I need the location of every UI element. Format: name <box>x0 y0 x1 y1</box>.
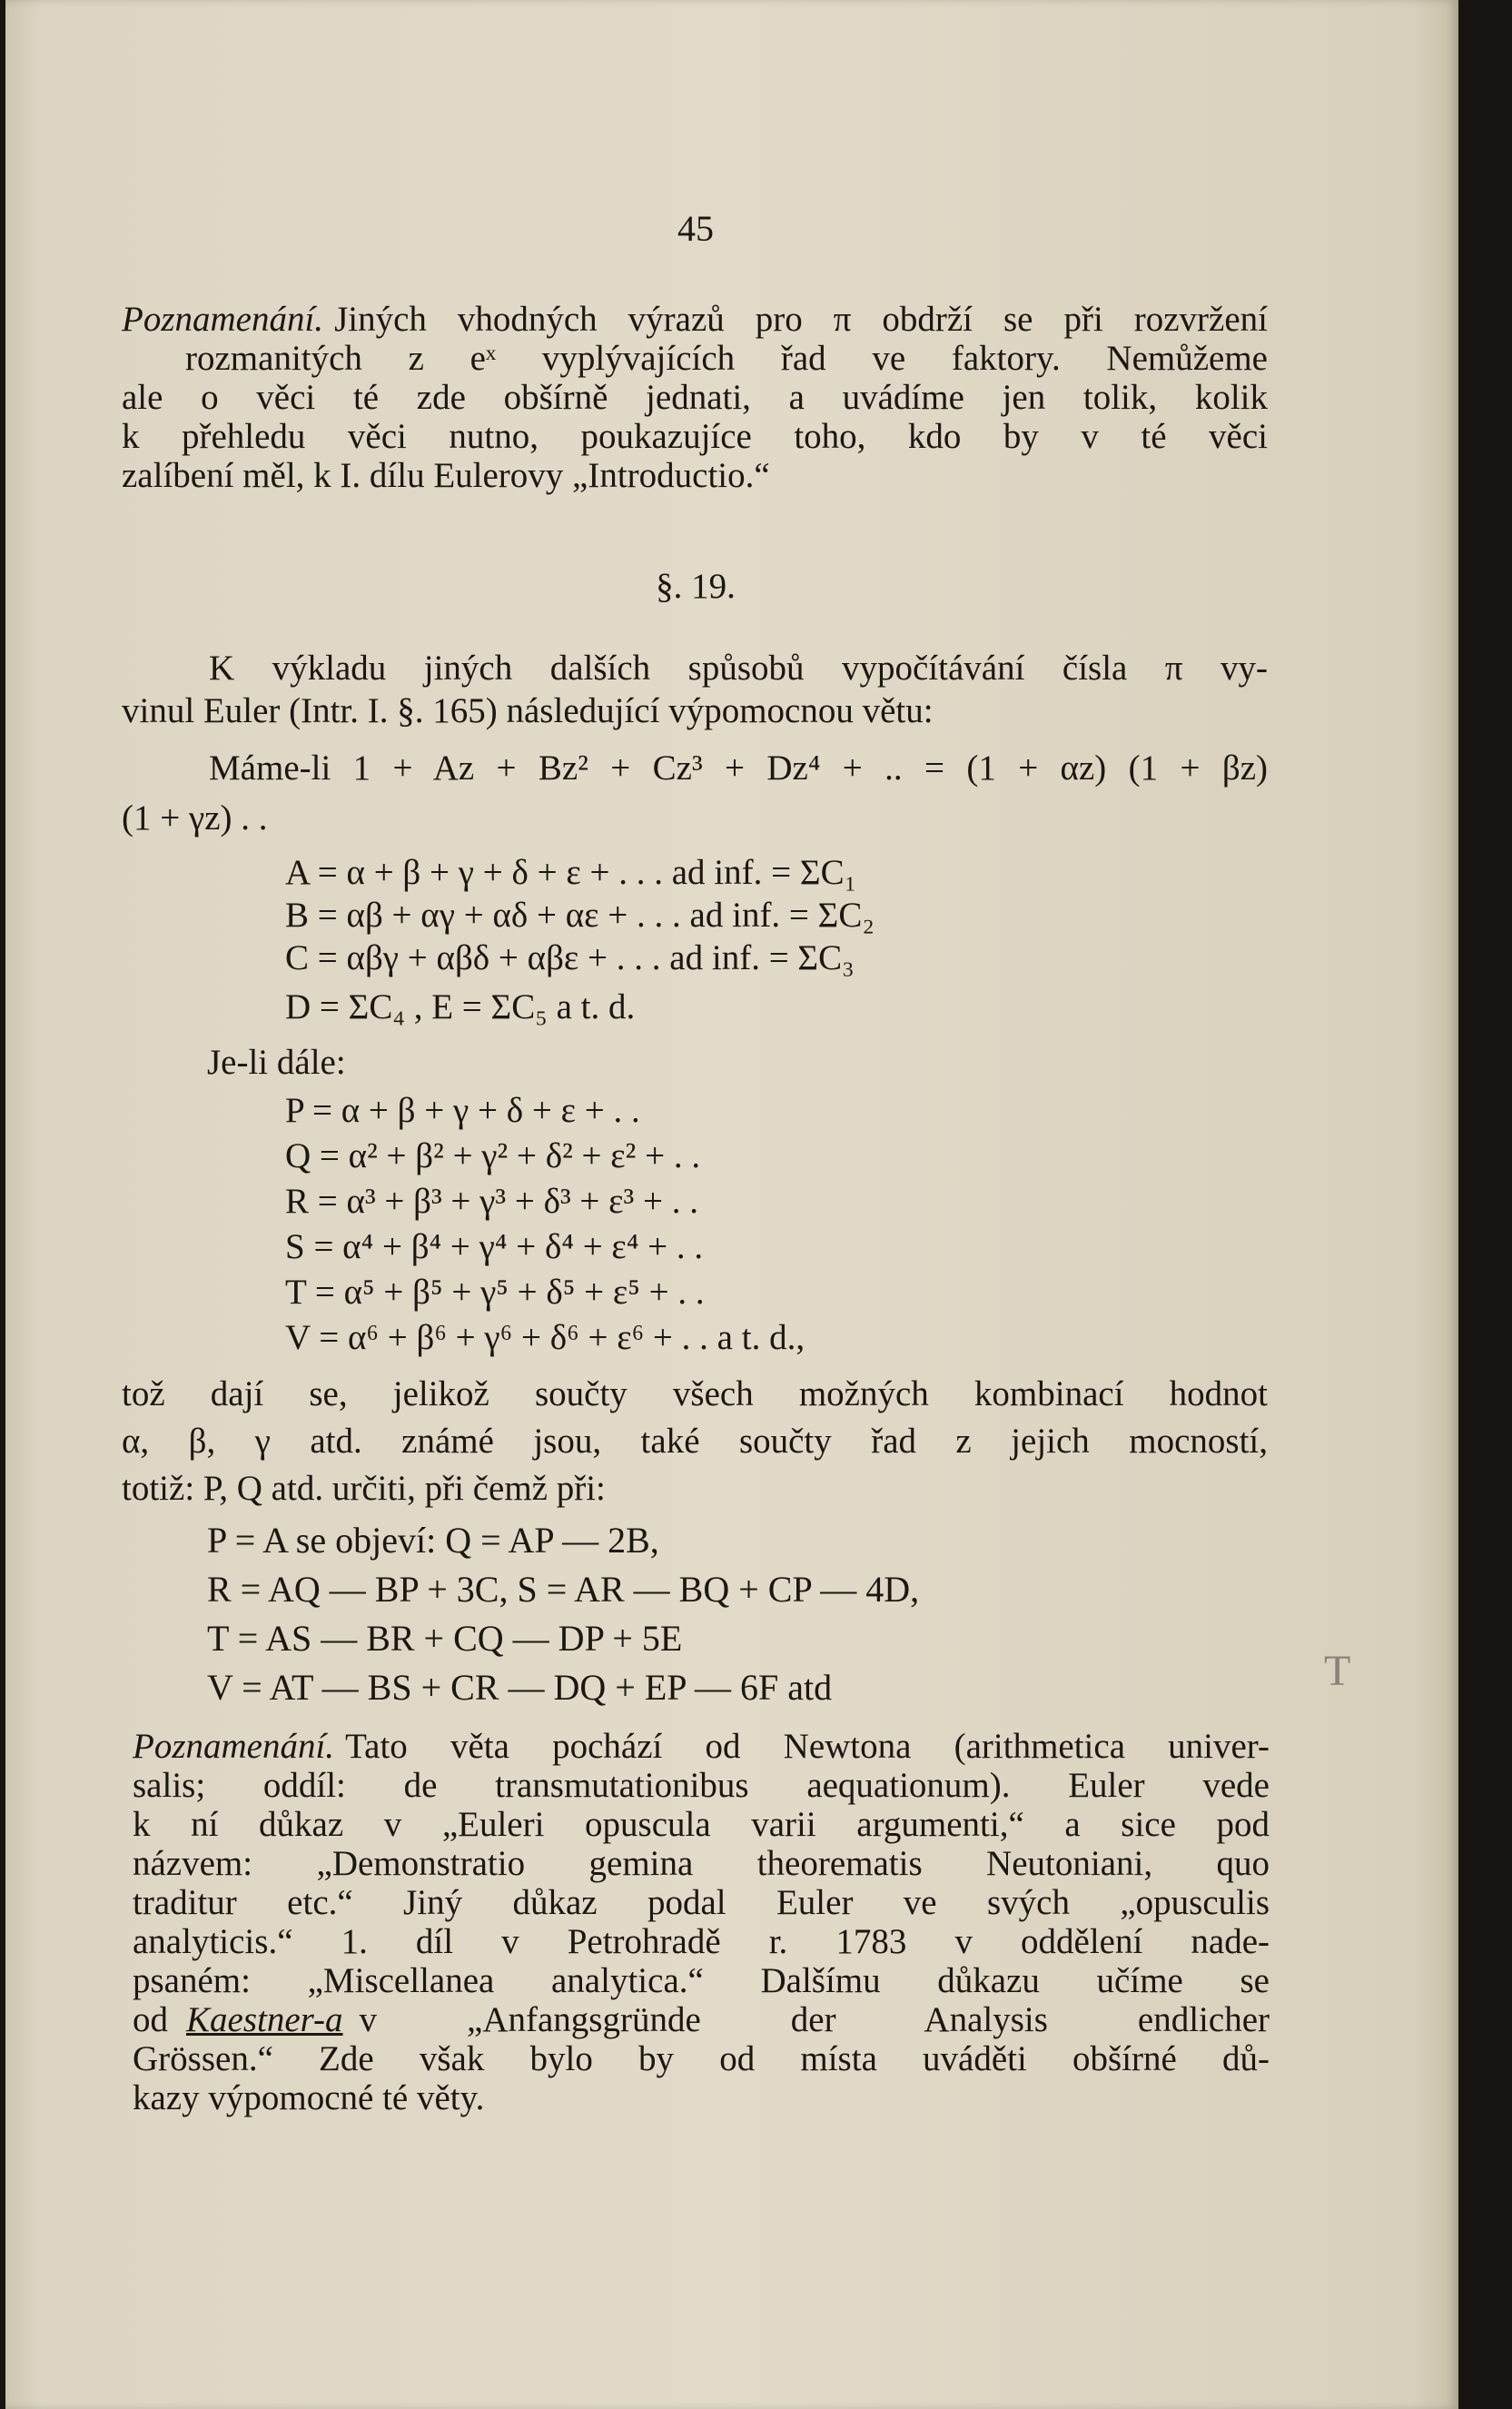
note-one-line-4: k přehledu věci nutno, poukazujíce toho, kdo by v té věci <box>122 417 1268 456</box>
power-S: S = α⁴ + β⁴ + γ⁴ + δ⁴ + ε⁴ + . . <box>285 1227 704 1266</box>
note-one-line-2: rozmanitých z eˣ vyplývajících řad ve faktory. Nemůžeme <box>185 339 1268 378</box>
result-V: V = AT — BS + CR — DQ + EP — 6F atd <box>207 1667 833 1708</box>
result-R: R = AQ — BP + 3C, S = AR — BQ + CP — 4D, <box>207 1569 920 1610</box>
sum-D: D = ΣC₄ , E = ΣC₅ a t. d. <box>285 987 636 1026</box>
note-two-line-5: traditur etc.“ Jiný důkaz podal Euler ve svých „opusculis <box>133 1883 1270 1922</box>
note-two-line-4: názvem: „Demonstratio gemina theorematis Neutoniani, quo <box>133 1844 1270 1883</box>
intro-line-2: vinul Euler (Intr. I. §. 165) následující výpomocnou větu: <box>122 691 934 730</box>
note-one-line-3: ale o věci té zde obšírně jednati, a uvádíme jen tolik, kolik <box>122 378 1268 417</box>
conclusion-line-2: α, β, γ atd. známé jsou, také součty řad z jejich mocností, <box>122 1422 1268 1461</box>
result-P: P = A se objeví: Q = AP — 2B, <box>207 1520 659 1561</box>
note-one-line-1: Poznamenání. Jiných vhodných výrazů pro π obdrží se při rozvržení <box>122 300 1268 339</box>
note-two-line-8: od Kaestner-a v „Anfangsgründe der Analysis endlicher <box>133 2000 1270 2039</box>
note-two-line-3: k ní důkaz v „Euleri opuscula varii argumenti,“ a sice pod <box>133 1805 1270 1844</box>
note-two-label: Poznamenání. <box>133 1727 335 1766</box>
note-two-line-10: kazy výpomocné té věty. <box>133 2078 485 2117</box>
book-page <box>5 0 1458 2409</box>
note-two-line-2: salis; oddíl: de transmutationibus aequationum). Euler vede <box>133 1766 1270 1805</box>
note-two-line-9: Grössen.“ Zde však bylo by od místa uváděti obšírné dů- <box>133 2039 1270 2078</box>
page-number: 45 <box>677 208 714 249</box>
intro-line-3: Máme-li 1 + Az + Bz² + Cz³ + Dz⁴ + .. = (1 + αz) (1 + βz) <box>209 748 1268 788</box>
power-P: P = α + β + γ + δ + ε + . . <box>285 1091 640 1130</box>
margin-mark: T <box>1324 1647 1351 1695</box>
sum-A: A = α + β + γ + δ + ε + . . . ad inf. = ΣC₁ <box>285 853 857 892</box>
section-heading: §. 19. <box>656 567 736 606</box>
note-two-line-1: Poznamenání. Tato věta pochází od Newtona (arithmetica univer- <box>133 1727 1270 1766</box>
sum-B: B = αβ + αγ + αδ + αε + . . . ad inf. = ΣC₂ <box>285 896 875 935</box>
power-V: V = α⁶ + β⁶ + γ⁶ + δ⁶ + ε⁶ + . . a t. d., <box>285 1318 805 1357</box>
jeli-label: Je-li dále: <box>207 1043 346 1082</box>
sum-C: C = αβγ + αβδ + αβε + . . . ad inf. = ΣC₃ <box>285 938 855 977</box>
power-T: T = α⁵ + β⁵ + γ⁵ + δ⁵ + ε⁵ + . . <box>285 1273 705 1312</box>
note-two-line-7: psaném: „Miscellanea analytica.“ Dalšímu důkazu učíme se <box>133 1961 1270 2000</box>
author-name: Kaestner-a <box>186 2000 343 2039</box>
result-T: T = AS — BR + CQ — DP + 5E <box>207 1618 683 1659</box>
conclusion-line-1: tož dají se, jelikož součty všech možných kombinací hodnot <box>122 1374 1268 1413</box>
note-two-line-6: analyticis.“ 1. díl v Petrohradě r. 1783 v oddělení nade- <box>133 1922 1270 1961</box>
note-one-label: Poznamenání. <box>122 300 324 339</box>
intro-line-4: (1 + γz) . . <box>122 798 268 838</box>
note-one-line-5: zalíbení měl, k I. dílu Eulerovy „Introductio.“ <box>122 456 770 495</box>
conclusion-line-3: totiž: P, Q atd. určiti, při čemž při: <box>122 1469 606 1508</box>
power-R: R = α³ + β³ + γ³ + δ³ + ε³ + . . <box>285 1182 698 1221</box>
power-Q: Q = α² + β² + γ² + δ² + ε² + . . <box>285 1136 701 1175</box>
intro-line-1: K výkladu jiných dalších spůsobů vypočítávání čísla π vy- <box>209 649 1268 688</box>
